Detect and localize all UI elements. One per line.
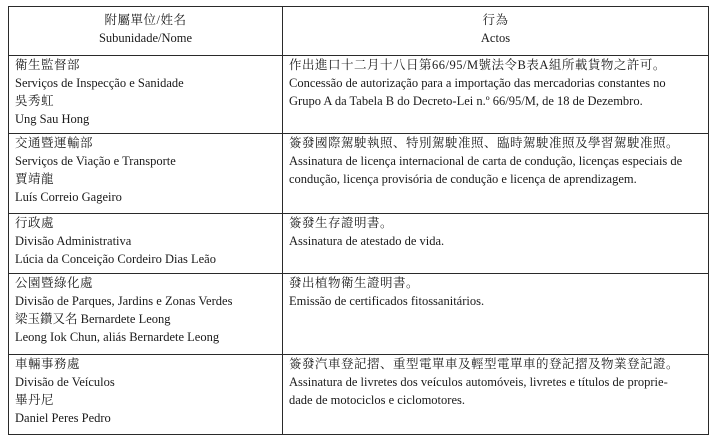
acts-cell [283, 134, 709, 214]
act-text-zh: 簽發國際駕駛執照、特別駕駛准照、臨時駕駛准照及學習駕駛准照。 [289, 136, 680, 150]
acts-cell [283, 214, 709, 274]
subunit-cell [9, 134, 283, 214]
table-row [9, 274, 709, 355]
table-header-row [9, 7, 709, 56]
act-text-pt: Grupo A da Tabela B do Decreto-Lei n.º 66/95/M, de 18 de Dezembro. [289, 94, 643, 108]
acts-cell [283, 355, 709, 435]
act-text-zh: 簽發生存證明書。 [289, 216, 394, 230]
delegation-table [8, 6, 709, 435]
act-text-pt: condução, licença provisória de condução e licença de aprendizagem. [289, 172, 637, 186]
subunit-name-zh: 公園暨綠化處 [15, 276, 94, 290]
person-name-zh: 吳秀虹 [15, 94, 55, 108]
person-name: Ung Sau Hong [15, 112, 90, 126]
header-subunit-name [9, 7, 283, 56]
subunit-name-pt: Serviços de Viação e Transporte [15, 154, 176, 168]
subunit-name-zh: 車輛事務處 [15, 357, 81, 371]
person-name: Daniel Peres Pedro [15, 411, 111, 425]
header-left-pt: Subunidade/Nome [98, 31, 193, 45]
subunit-name-zh: 行政處 [15, 216, 55, 230]
header-right-pt: Actos [480, 31, 511, 45]
acts-cell [283, 274, 709, 355]
table-row [9, 56, 709, 134]
person-name: Luís Correio Gageiro [15, 190, 122, 204]
acts-cell [283, 56, 709, 134]
act-text-zh: 發出植物衛生證明書。 [289, 276, 420, 290]
subunit-name-pt: Divisão de Parques, Jardins e Zonas Verdes [15, 294, 233, 308]
act-text-pt: Assinatura de livretes dos veículos automóveis, livretes e títulos de proprie- [289, 375, 668, 389]
subunit-cell [9, 355, 283, 435]
table-row [9, 214, 709, 274]
subunit-name-pt: Divisão de Veículos [15, 375, 115, 389]
act-text-pt: Concessão de autorização para a importação das mercadorias constantes no [289, 76, 666, 90]
subunit-name-pt: Divisão Administrativa [15, 234, 132, 248]
person-name: Lúcia da Conceição Cordeiro Dias Leão [15, 252, 216, 266]
subunit-name-zh: 衛生監督部 [15, 58, 81, 72]
subunit-name-pt: Serviços de Inspecção e Sanidade [15, 76, 184, 90]
person-name-zh: 畢丹尼 [15, 393, 55, 407]
act-text-pt: Assinatura de atestado de vida. [289, 234, 445, 248]
subunit-name-zh: 交通暨運輸部 [15, 136, 94, 150]
table-row [9, 134, 709, 214]
person-name: Leong Iok Chun, aliás Bernardete Leong [15, 330, 220, 344]
act-text-pt: Assinatura de licença internacional de carta de condução, licenças especiais de [289, 154, 683, 168]
table-row [9, 355, 709, 435]
person-name-zh: 梁玉鑽又名 Bernardete Leong [15, 312, 171, 326]
header-left-zh: 附屬單位/姓名 [104, 13, 187, 27]
act-text-zh: 作出進口十二月十八日第66/95/M號法令B表A組所載貨物之許可。 [289, 58, 666, 72]
document-page [8, 6, 708, 435]
person-name-zh: 賈靖龍 [15, 172, 55, 186]
header-right-zh: 行為 [482, 13, 509, 27]
act-text-pt: dade de motociclos e ciclomotores. [289, 393, 465, 407]
header-acts [283, 7, 709, 56]
subunit-cell [9, 214, 283, 274]
act-text-pt: Emissão de certificados fitossanitários. [289, 294, 485, 308]
act-text-zh: 簽發汽車登記摺、重型電單車及輕型電單車的登記摺及物業登記證。 [289, 357, 680, 371]
subunit-cell [9, 56, 283, 134]
subunit-cell [9, 274, 283, 355]
